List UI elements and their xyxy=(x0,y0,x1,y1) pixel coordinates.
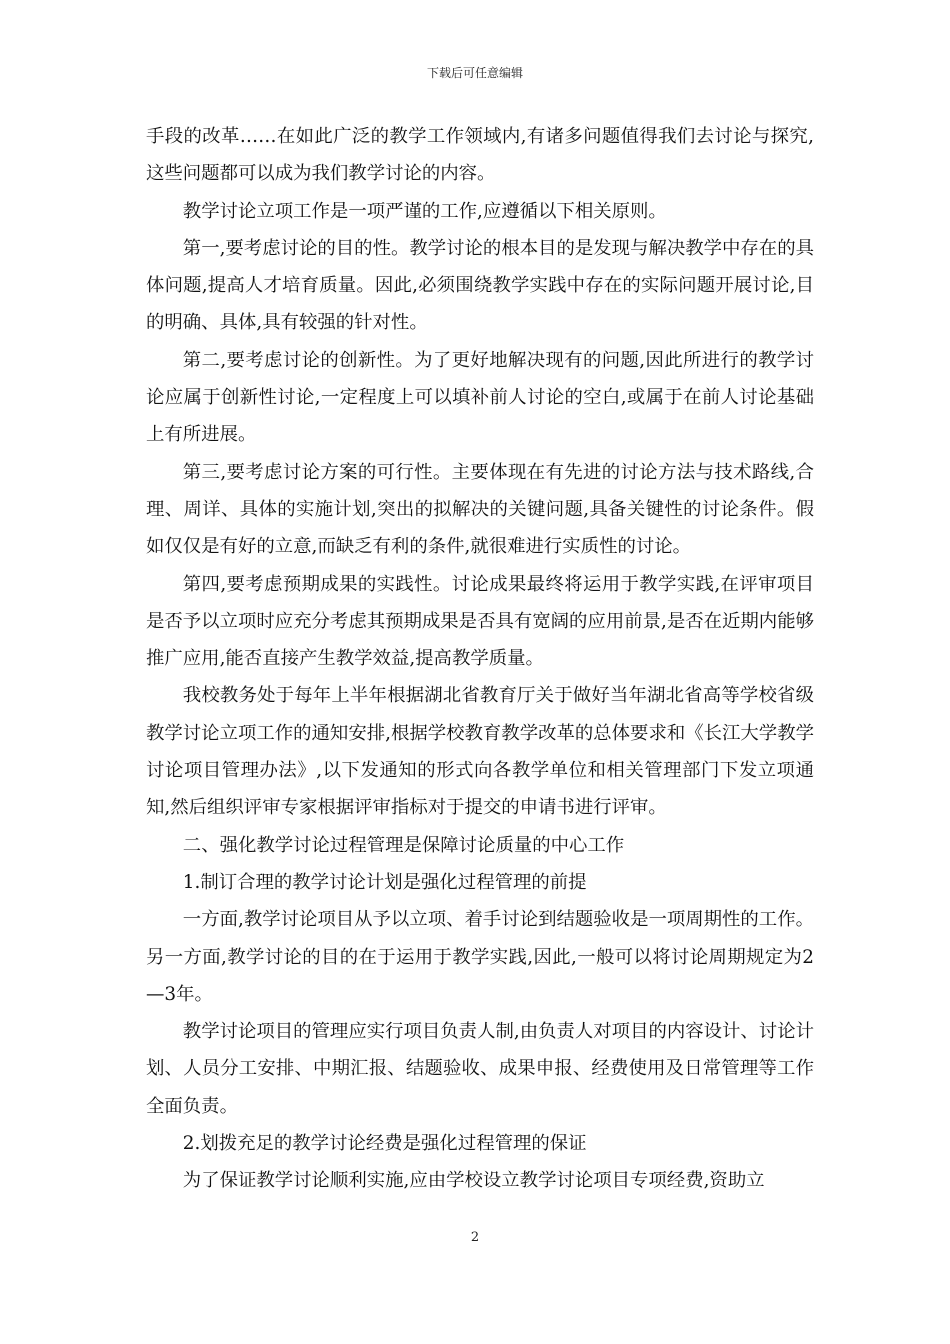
paragraph-5: 第三,要考虑讨论方案的可行性。主要体现在有先进的讨论方法与技术路线,合理、周详、具体的实施计划,突出的拟解决的关键问题,具备关键性的讨论条件。假如仅仅是有好的立意,而缺乏有利的条件,就很难进行实质性的讨论。 xyxy=(146,461,814,558)
paragraph-7: 我校教务处于每年上半年根据湖北省教育厅关于做好当年湖北省高等学校省级教学讨论立项工作的通知安排,根据学校教育教学改革的总体要求和《长江大学教学讨论项目管理办法》,以下发通知的形式向各教学单位和相关管理部门下发立项通知,然后组织评审专家根据评审指标对于提交的申请书进行评审。 xyxy=(146,685,814,819)
document-body xyxy=(146,118,814,1200)
subheading-2: 2.划拨充足的教学讨论经费是强化过程管理的保证 xyxy=(182,1133,587,1155)
paragraph-4: 第二,要考虑讨论的创新性。为了更好地解决现有的问题,因此所进行的教学讨论应属于创新性讨论,一定程度上可以填补前人讨论的空白,或属于在前人讨论基础上有所进展。 xyxy=(146,349,814,446)
paragraph-10: 为了保证教学讨论顺利实施,应由学校设立教学讨论项目专项经费,资助立 xyxy=(182,1170,765,1192)
paragraph-3: 第一,要考虑讨论的目的性。教学讨论的根本目的是发现与解决教学中存在的具体问题,提高人才培育质量。因此,必须围绕教学实践中存在的实际问题开展讨论,目的明确、具体,具有较强的针对性。 xyxy=(146,237,814,334)
paragraph-8: 一方面,教学讨论项目从予以立项、着手讨论到结题验收是一项周期性的工作。另一方面,教学讨论的目的在于运用于教学实践,因此,一般可以将讨论周期规定为2—3年。 xyxy=(146,909,814,1005)
paragraph-6: 第四,要考虑预期成果的实践性。讨论成果最终将运用于教学实践,在评审项目是否予以立项时应充分考虑其预期成果是否具有宽阔的应用前景,是否在近期内能够推广应用,能否直接产生教学效益,提高教学质量。 xyxy=(146,573,814,670)
page-header: 下载后可任意编辑 xyxy=(426,66,523,80)
page-number: 2 xyxy=(470,1230,480,1245)
subheading-1: 1.制订合理的教学讨论计划是强化过程管理的前提 xyxy=(182,871,587,893)
paragraph-9: 教学讨论项目的管理应实行项目负责人制,由负责人对项目的内容设计、讨论计划、人员分工安排、中期汇报、结题验收、成果申报、经费使用及日常管理等工作全面负责。 xyxy=(146,1021,814,1117)
paragraph-2: 教学讨论立项工作是一项严谨的工作,应遵循以下相关原则。 xyxy=(182,200,667,222)
paragraph-1: 手段的改革……在如此广泛的教学工作领域内,有诸多问题值得我们去讨论与探究,这些问题都可以成为我们教学讨论的内容。 xyxy=(146,126,814,185)
section-heading-2: 二、强化教学讨论过程管理是保障讨论质量的中心工作 xyxy=(182,834,625,856)
